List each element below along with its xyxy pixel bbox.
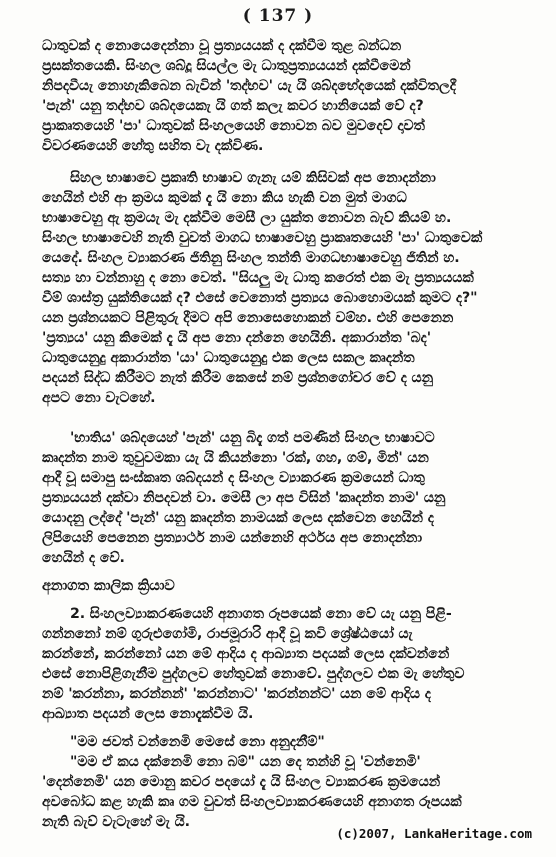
section-heading-block: [42, 576, 542, 596]
text-line: අපට නො වැටහේ.: [42, 390, 156, 406]
page-number: ( 137 ): [242, 6, 314, 26]
text-line: එසේ නොපිළිගැනීම පුද්ගලව හේතුවක් නොවේ. පුද්ගලව එක මැ හේතුව: [42, 666, 465, 682]
text-line: 'දෙන්නෙමි' යන මොනු කවර පදයෝ දැ යි සිංහල ව්‍යාකරණ ක්‍රමයෙන්: [42, 774, 441, 790]
text-line: ආදී වූ සමාපු සංස්කෘත ශබ්දයන් ද සිංහල ව්‍යාකරණ ක්‍රමයෙන් ධාතු: [42, 470, 425, 486]
text-line: "මම ඒ කය දක්නෙමි නො බම්" යන දෙ තන්හි වූ 'වන්නෙමි': [70, 754, 421, 770]
text-line: නම් 'කරන්නා, කරන්නන්' 'කරන්නාට' 'කරන්නන්ට' යන මේ ආදිය ද: [42, 686, 431, 702]
paragraph-3: [42, 428, 542, 568]
text-line: පදයන් සිද්ධ කිරීමට නැත් කිරීම කෙසේ නම් ප්‍රශ්නගෝචර වේ ද යනු: [42, 370, 433, 386]
text-line: යන ප්‍රශ්නයකට පිළිතුරු දීමට අපි නොසෙහොකන් වම්හ. එහි පෙනෙන: [42, 310, 454, 326]
text-line: 'පැන්' යනු තද්භව ශබ්දයෙකැ යි ගත් කලැ කවර හානියෙක් වේ ද?: [42, 98, 424, 114]
quote-paragraph: [42, 732, 542, 832]
copyright-footer: (c)2007, LankaHeritage.com: [336, 826, 532, 841]
text-line: සිහල භාෂාවෙ ප්‍රකෘති භාෂාව ගැනැ යම් කිසිවක් අප නොදන්නා: [70, 170, 436, 186]
text-line: 'ප්‍රත්‍යය' යනු කිමෙක් දැ යි අප නො දන්නෙ හෙයිනි. අකාරාන්ත 'බද': [42, 330, 431, 346]
text-line: සත්‍ය හා වන්නාහු ද නො වෙත්. "සියලු මැ ධාතු කරෙත් එක මැ ප්‍රත්‍යයයක්: [42, 270, 474, 286]
text-line: යොදනු ලද්දේ 'පැන්' යනු කෘදන්ත නාමයක් ලෙස දක්වෙන හෙයින් ද: [42, 510, 434, 526]
paragraph-2: [42, 168, 542, 408]
text-line: ප්‍රසක්තයෙකි. සිංහල ශබ්දූ සියල්ල මැ ධාතුප්‍රත්‍යයයන් දක්වීමෙන්: [42, 58, 411, 74]
text-line: වීම් ශාස්ත්‍ර යුක්තියෙක් ද? එසේ වෙනොත් ප්‍රත්‍යය බොහොමයක් කුමට ද?": [42, 290, 478, 306]
text-line: 2. සිංහලව්‍යාකරණයෙහි අනාගත රූපයෙක් නො වේ යැ යනු පිළි-: [70, 606, 452, 622]
paragraph-1: [42, 36, 542, 156]
text-line: ලිපියෙහි පෙනෙන ප්‍රත්‍යාර්ථ නාම යන්නෙහි අර්ථය අප නොදන්නා: [42, 530, 422, 546]
text-line: කරන්නේ, කරන්නෝ යන මේ ආදිය ද ආඛ්‍යාත පදයක් ලෙස දක්වන්නේ: [42, 646, 450, 662]
text-line: ධාතුවක් ද නොයෙදෙන්නා වූ ප්‍රත්‍යයයක් ද දක්වීම තුළ බන්ධන: [42, 38, 402, 54]
text-line: 'භාතිය' ශබ්දයෙහ් 'පැන්' යනු බිදැ ගත් පමණින් සිංහල භාෂාවට: [70, 430, 435, 446]
text-line: හෙයින් ද වේ.: [42, 550, 125, 566]
text-line: අවබෝධ කළ හැකි කෘ ගම වුවත් සිංහලව්‍යාකරණයෙහි අනාගත රූපයක්: [42, 794, 462, 810]
text-line: ගන්නනෝ නම් ගුරුළුගෝමි, රාජමූරාරි ආදී වූ කවි ශ්‍රේෂ්ඨයෝ යැ: [42, 626, 413, 642]
text-line: හෙයින් එහි ආ ක්‍රමය කුමක් දැ යි නො කිය හැකි වන මුත් මාගධ: [42, 190, 407, 206]
text-line: නැති බැව් වැටැහේ මැ යි.: [42, 814, 190, 830]
text-line: කෘදන්ත නාම තුවුවමකා යැ යි කියන්නො 'රක්, ගහ, ගම්, මින්' යන: [42, 450, 429, 466]
numbered-paragraph: [42, 604, 542, 724]
text-line: භාෂාවෙහු ඇ ක්‍රමයැ මැ දක්වීම මෙසී ලා යුක්ත නොවන බැව් කියම් හ.: [42, 210, 452, 226]
text-line: ධාතුයෙනුදු අකාරාන්ත 'යා' ධාතුයෙනුදු එක ලෙස සකල කෘදන්ත: [42, 350, 415, 366]
text-line: ආඛ්‍යාත පදයන් ලෙස නොදැක්වීම යි.: [42, 706, 254, 722]
text-line: නිපදවීයැ නොහැකිබෙන බැවින් 'තද්භව' යැ යි ශබ්දභේදයෙක් දක්විතලදී: [42, 78, 456, 94]
text-line: යෙදේ. සිංහල ව්‍යාකරණ ජිතිනු සිංහල තන්ති මාගධභාෂාවෙහු ජිතින් හ.: [42, 250, 460, 266]
quote-line: "මම ජවත් වන්නෙමි මෙසේ නො අනුදනීම්": [70, 734, 325, 750]
section-heading: අනාගත කාලික ක්‍රියාව: [42, 578, 175, 594]
text-line: සිංහල භාෂාවෙහි නැති වුවත් මාගධ භාෂාවෙහු ප්‍රාකෘතයෙහි 'පා' ධාතුවෙක්: [42, 230, 483, 246]
text-line: විවරණයෙහි හේතු සහිත වැ දක්විණ.: [42, 138, 264, 154]
text-line: ප්‍රාකෘතයෙහි 'පා' ධාතුවක් සිංහලයෙහි නොවන බව මුවදෙව් දාවත්: [42, 118, 425, 134]
text-line: ප්‍රත්‍යයයන් දක්වා නිපදවන් වා. මෙසී ලා අප විසින් 'කෘදන්ත නාම' යනු: [42, 490, 446, 506]
